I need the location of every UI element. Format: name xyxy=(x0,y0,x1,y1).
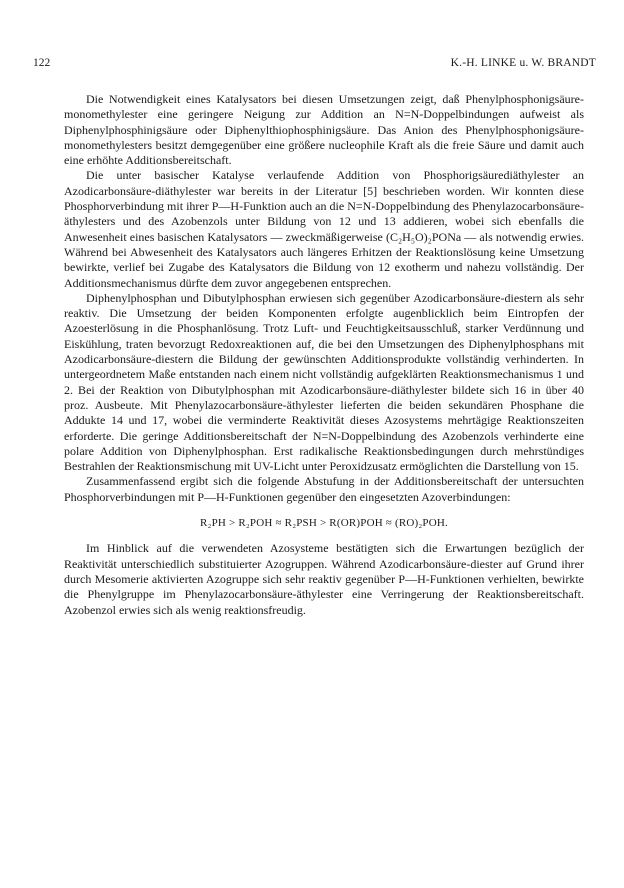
paragraph-summary: Zusammenfassend ergibt sich die folgende Abstufung in der Additionsbereitschaft der untersuchten Phosphorverbindungen mit P—H-Funktionen gegenüber den eingesetzten Azoverbindungen: xyxy=(64,474,584,504)
running-head-authors: K.-H. LINKE u. W. BRANDT xyxy=(450,57,596,69)
paragraph-basic-catalysis: Die unter basischer Katalyse verlaufende Addition von Phosphorigsäurediäthylester an Azodicarbonsäure-diäthylester war bereits in der Literatur [5] beschrieben worden. Wir konnten diese Phosphorverbindung mit ihrer P—H-Funktion auch an die N=N-Doppelbindung des Phenylazocarbonsäure-äthylesters und des Azobenzols unter Bildung von 12 und 13 addieren, wobei sich ebenfalls die Anwesenheit eines basischen Katalysators — zweckmäßigerweise (C₂H₅O)₂PONa — als notwendig erwies. Während bei Abwesenheit des Katalysators auch längeres Erhitzen der Reaktionslösung keine Umsetzung bewirkte, verlief bei Zugabe des Katalysators die Bildung von 12 exotherm und nahezu vollständig. Der Additionsmechanismus dürfte dem zuvor angegebenen entsprechen. xyxy=(64,168,584,290)
reactivity-order-formula: R₂PH > R₂POH ≈ R₂PSH > R(OR)POH ≈ (RO)₂POH. xyxy=(200,517,448,530)
paragraph-phosphane-reactivity: Diphenylphosphan und Dibutylphosphan erwiesen sich gegenüber Azodicarbonsäure-diestern als sehr reaktiv. Die Umsetzung der beiden Komponenten erfolgte augenblicklich beim Eintropfen der Azoesterlösung in die Phosphanlösung. Trotz Luft- und Feuchtigkeitsausschluß, starker Verdünnung und Eiskühlung, traten bevorzugt Redoxreaktionen auf, die bei den Umsetzungen des Diphenylphosphans mit Azodicarbonsäure-diestern die Bildung der gewünschten Additionsprodukte vollständig verhinderten. In untergeordnetem Maße entstanden nach einem nicht vollständig aufgeklärten Reaktionsmechanismus 1 und 2. Bei der Reaktion von Dibutylphosphan mit Azodicarbonsäure-diäthylester bildete sich 16 in über 40 proz. Ausbeute. Mit Phenylazocarbonsäure-äthylester lieferten die beiden sekundären Phosphane die Addukte 14 und 17, wobei die verminderte Reaktivität dieses Azosystems mehrtägige Reaktionszeiten erforderte. Die geringe Additionsbereitschaft der N=N-Doppelbindung des Azobenzols verhinderte eine polare Addition von Diphenylphosphan. Erst radikalische Reaktionsbedingungen durch mehrstündiges Bestrahlen der Reaktionsmischung mit UV-Licht unter Peroxidzusatz ermöglichten die Darstellung von 15. xyxy=(64,290,584,474)
page-header xyxy=(33,57,596,75)
page-number: 122 xyxy=(33,57,51,69)
paragraph-catalyst-necessity: Die Notwendigkeit eines Katalysators bei diesen Umsetzungen zeigt, daß Phenylphosphonigsäure-monomethylester eine geringere Neigung zur Addition an N=N-Doppelbindungen aufweist als Diphenylphosphinigsäure oder Diphenylthiophosphinigsäure. Das Anion des Phenylphosphonigsäure-monomethylesters besitzt demgegenüber eine größere nucleophile Kraft als die freie Säure und damit auch eine erhöhte Additionsbereitschaft. xyxy=(64,92,584,168)
body-text xyxy=(64,92,584,618)
paragraph-azo-systems: Im Hinblick auf die verwendeten Azosysteme bestätigten sich die Erwartungen bezüglich der Reaktivität unterschiedlich substituierter Azogruppen. Während Azodicarbonsäure-diester auf Grund ihrer durch Mesomerie aktivierten Azogruppe sich sehr reaktiv gegenüber P—H-Funktionen verhielten, bewirkte die Phenylgruppe im Phenylazocarbonsäure-äthylester eine Verringerung der Reaktionsbereitschaft. Azobenzol erwies sich als wenig reaktionsfreudig. xyxy=(64,541,584,617)
